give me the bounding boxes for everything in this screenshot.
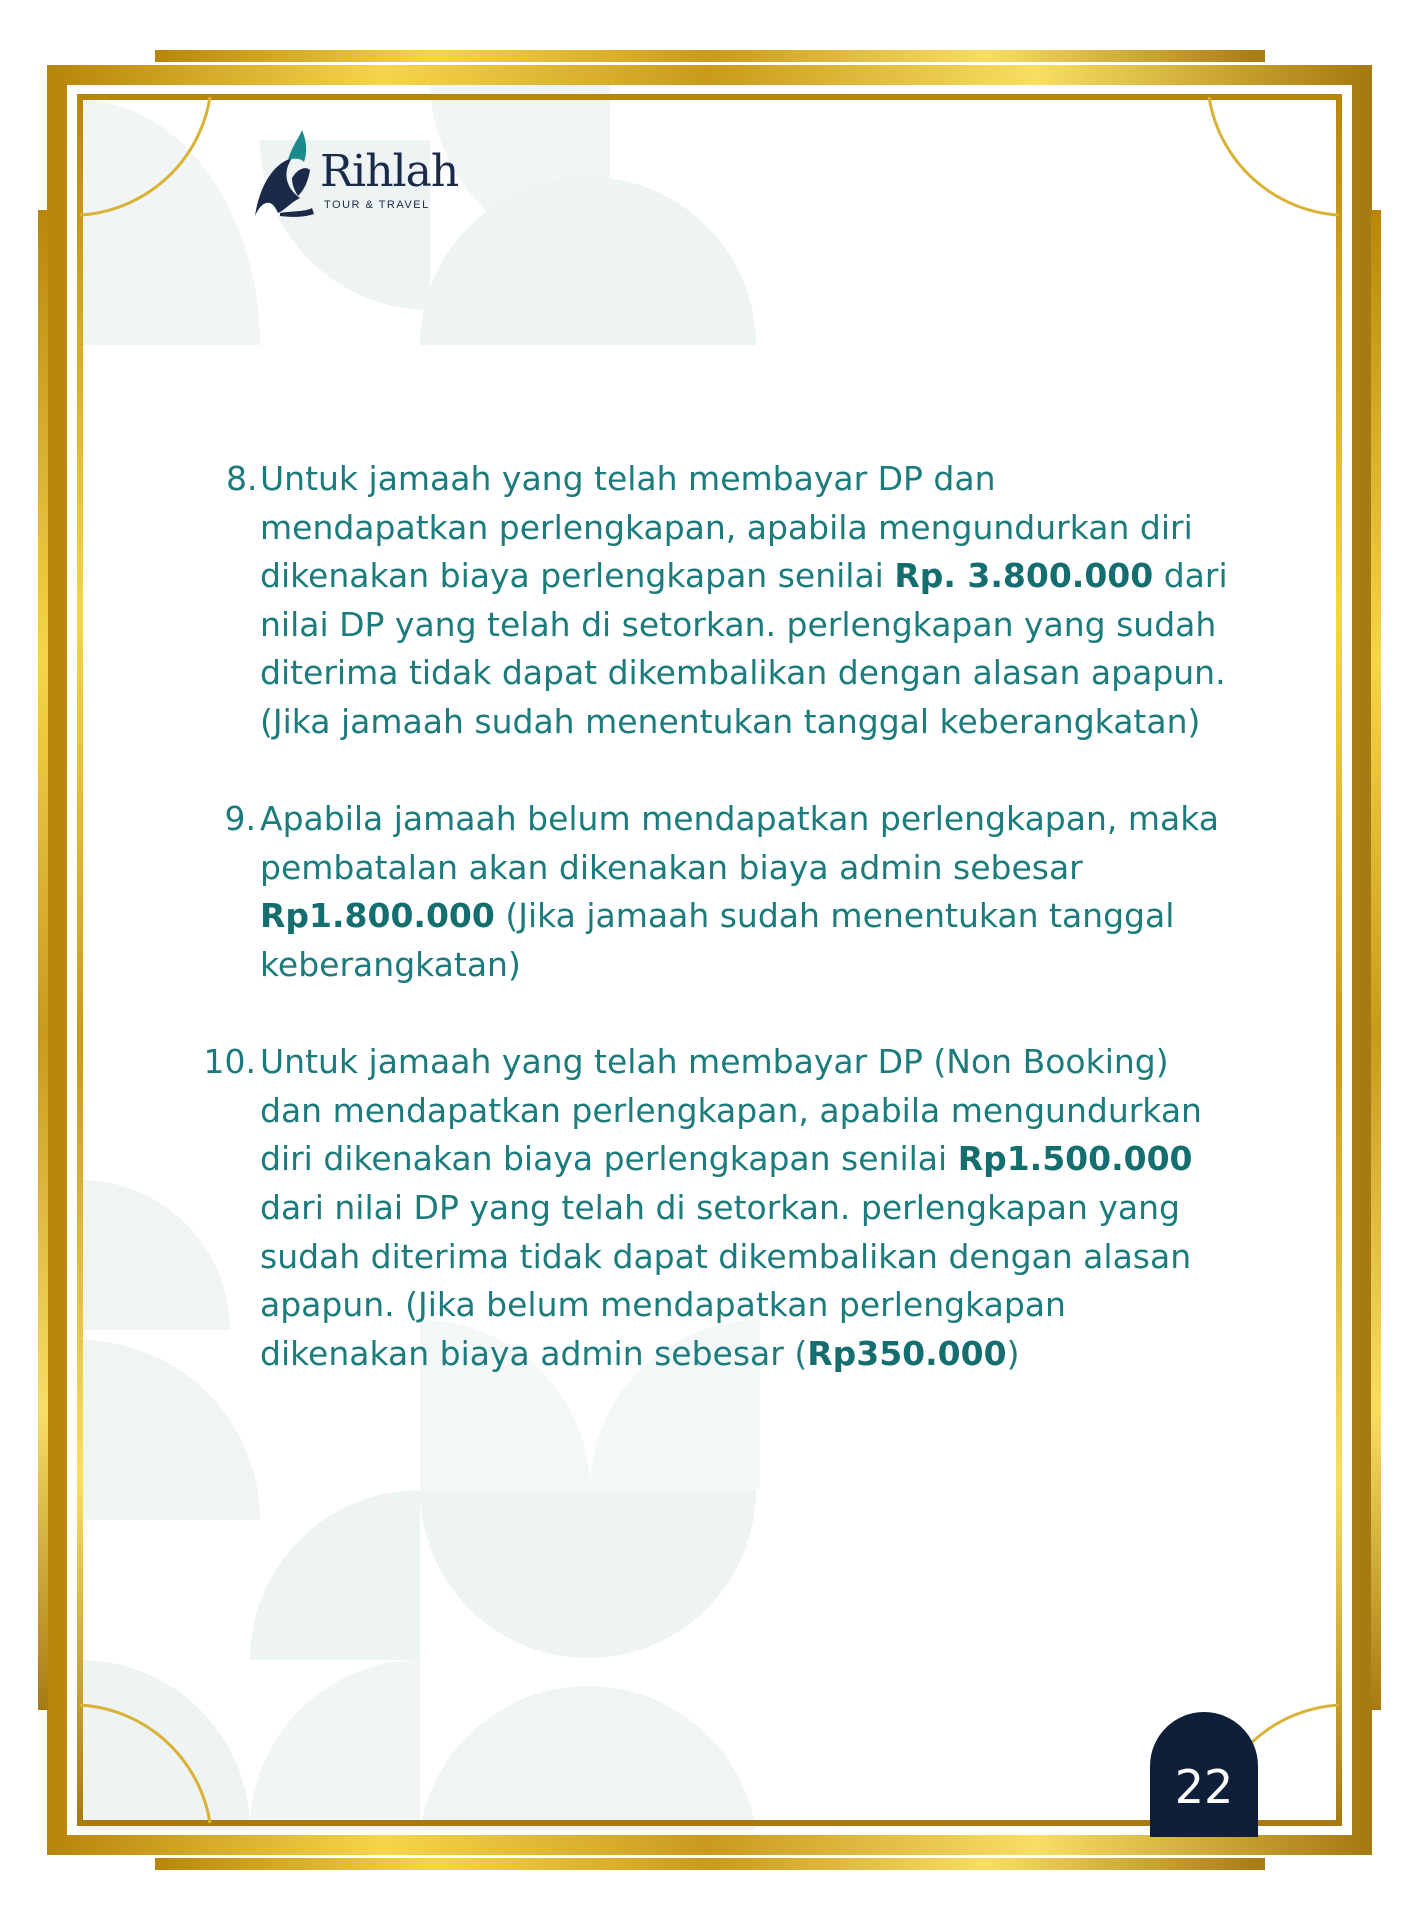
- item-text: dari nilai DP yang telah di setorkan. perlengkapan yang sudah diterima tidak dapat dikembalikan dengan alasan apapun. (Jika belum mendapatkan perlengkapan dikenakan biaya admin sebesar (: [260, 1187, 1192, 1373]
- item-text: dari nilai DP yang telah di setorkan. perlengkapan yang sudah diterima tidak dapat dikembalikan dengan alasan apapun. (Jika jamaah sudah menentukan tanggal keberangkatan): [260, 556, 1228, 741]
- page-number: 22: [1174, 1760, 1234, 1814]
- item-number: 9.: [224, 799, 256, 839]
- item-text: Untuk jamaah yang telah membayar DP dan mendapatkan perlengkapan, apabila mengundurkan diri dikenakan biaya perlengkapan senilai: [260, 459, 1193, 596]
- item-text: Untuk jamaah yang telah membayar DP (Non Booking) dan mendapatkan perlengkapan, apabila mengundurkan diri dikenakan biaya perlengkapan senilai: [260, 1042, 1202, 1179]
- item-text: ): [1006, 1333, 1020, 1373]
- item-amount: Rp. 3.800.000: [894, 556, 1154, 596]
- brand-tagline: TOUR & TRAVEL: [324, 199, 430, 211]
- item-amount: Rp1.800.000: [260, 896, 495, 936]
- item-text: (Jika jamaah sudah menentukan tanggal keberangkatan): [260, 896, 1175, 984]
- page-number-badge: [1150, 1712, 1258, 1837]
- list-item: [200, 795, 1230, 989]
- item-amount: Rp350.000: [807, 1333, 1007, 1373]
- list-item: [200, 1038, 1230, 1378]
- list-item: [200, 455, 1230, 747]
- item-number: 8.: [226, 459, 258, 498]
- terms-list: [200, 455, 1230, 1427]
- item-text: Apabila jamaah belum mendapatkan perlengkapan, maka pembatalan akan dikenakan biaya admin sebesar: [260, 799, 1219, 887]
- brand-name: Rihlah: [320, 146, 459, 197]
- item-amount: Rp1.500.000: [957, 1139, 1193, 1179]
- item-number: 10.: [203, 1042, 256, 1082]
